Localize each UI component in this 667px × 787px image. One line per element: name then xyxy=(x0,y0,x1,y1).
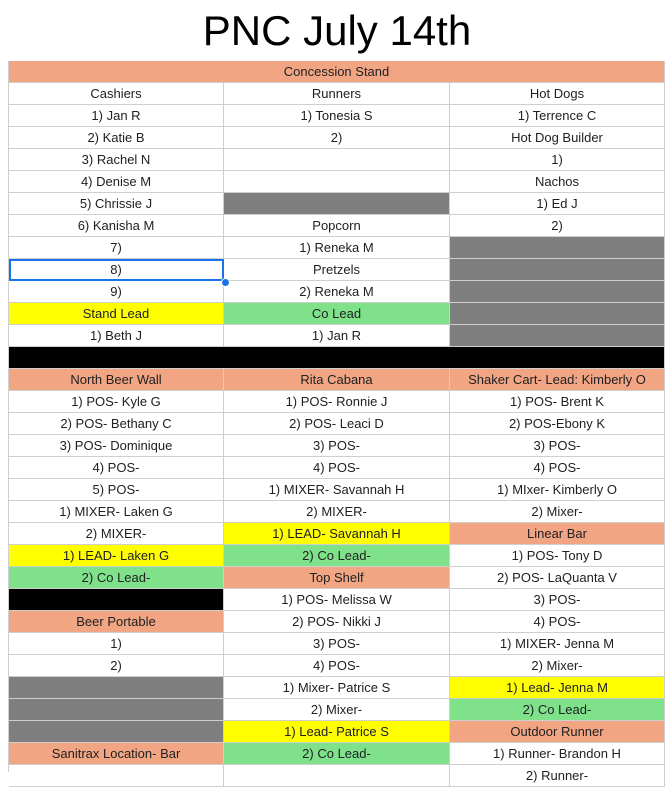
grid-cell[interactable]: 2) Co Lead- xyxy=(224,545,450,567)
grid-cell[interactable]: 1) Mixer- Patrice S xyxy=(224,677,450,699)
grid-cell[interactable]: 3) POS- xyxy=(224,633,450,655)
table-row xyxy=(9,61,665,83)
grid-cell[interactable]: 4) POS- xyxy=(224,457,450,479)
grid-cell[interactable]: 2) Mixer- xyxy=(450,655,665,677)
grid-cell[interactable]: 1) POS- Melissa W xyxy=(224,589,450,611)
table-row xyxy=(9,171,665,193)
table-row xyxy=(9,545,665,567)
grid-cell[interactable]: Runners xyxy=(224,83,450,105)
grid-cell[interactable]: Cashiers xyxy=(9,83,224,105)
grid-cell[interactable]: 4) POS- xyxy=(224,655,450,677)
grid-cell[interactable]: Sanitrax Location- Bar xyxy=(9,743,224,765)
grid-cell[interactable]: 3) POS- xyxy=(450,435,665,457)
grid-cell[interactable]: Outdoor Runner xyxy=(450,721,665,743)
table-row xyxy=(9,259,665,281)
grid-cell[interactable]: 3) POS- xyxy=(224,435,450,457)
grid-cell[interactable]: 1) xyxy=(9,633,224,655)
grid-cell[interactable]: 2) xyxy=(9,655,224,677)
grid-cell[interactable]: Hot Dog Builder xyxy=(450,127,665,149)
grid-cell[interactable]: 4) POS- xyxy=(450,611,665,633)
grid-cell[interactable]: 1) MIxer- Kimberly O xyxy=(450,479,665,501)
grid-cell[interactable] xyxy=(450,325,665,347)
grid-cell[interactable]: 1) MIXER- Laken G xyxy=(9,501,224,523)
grid-cell[interactable] xyxy=(450,303,665,325)
grid-cell[interactable]: 2) Reneka M xyxy=(224,281,450,303)
grid-cell[interactable]: Popcorn xyxy=(224,215,450,237)
table-row xyxy=(9,413,665,435)
grid-cell[interactable]: 1) LEAD- Laken G xyxy=(9,545,224,567)
grid-cell[interactable]: 5) POS- xyxy=(9,479,224,501)
grid-cell[interactable]: 1) POS- Ronnie J xyxy=(224,391,450,413)
grid-cell[interactable]: Co Lead xyxy=(224,303,450,325)
grid-cell[interactable]: 1) POS- Tony D xyxy=(450,545,665,567)
grid-cell[interactable]: 2) Co Lead- xyxy=(224,743,450,765)
table-row xyxy=(9,677,665,699)
table-row xyxy=(9,215,665,237)
sheet-title[interactable]: PNC July 14th xyxy=(9,0,665,62)
grid-cell[interactable]: 8) xyxy=(9,259,224,281)
table-row xyxy=(9,325,665,347)
grid-cell[interactable]: 1) LEAD- Savannah H xyxy=(224,523,450,545)
grid-cell[interactable]: 1) Ed J xyxy=(450,193,665,215)
table-row xyxy=(9,347,665,369)
grid-cell[interactable]: 5) Chrissie J xyxy=(9,193,224,215)
grid-cell[interactable]: 1) POS- Brent K xyxy=(450,391,665,413)
grid-cell[interactable]: 1) Runner- Brandon H xyxy=(450,743,665,765)
grid-cell[interactable]: 2) Runner- xyxy=(450,765,665,787)
grid-cell[interactable] xyxy=(9,765,224,787)
grid-cell[interactable] xyxy=(224,171,450,193)
grid-cell[interactable]: 1) Beth J xyxy=(9,325,224,347)
table-row xyxy=(9,765,665,787)
grid-cell[interactable]: 7) xyxy=(9,237,224,259)
grid-cell[interactable]: 2) Mixer- xyxy=(450,501,665,523)
grid-cell[interactable]: 1) xyxy=(450,149,665,171)
grid-cell[interactable]: Pretzels xyxy=(224,259,450,281)
grid-cell[interactable]: Rita Cabana xyxy=(224,369,450,391)
grid-cell[interactable]: 1) POS- Kyle G xyxy=(9,391,224,413)
table-row xyxy=(9,589,665,611)
grid-cell[interactable] xyxy=(450,281,665,303)
grid-cell[interactable]: 3) Rachel N xyxy=(9,149,224,171)
grid-cell[interactable] xyxy=(9,589,224,611)
table-row xyxy=(9,105,665,127)
grid-cell[interactable]: 6) Kanisha M xyxy=(9,215,224,237)
table-row xyxy=(9,611,665,633)
table-row xyxy=(9,633,665,655)
table-row xyxy=(9,699,665,721)
table-row xyxy=(9,237,665,259)
section-header-cell[interactable] xyxy=(9,347,665,369)
grid-cell[interactable]: 2) POS- Bethany C xyxy=(9,413,224,435)
grid-cell[interactable] xyxy=(450,259,665,281)
grid-cell[interactable]: 2) Katie B xyxy=(9,127,224,149)
grid-cell[interactable] xyxy=(224,193,450,215)
grid-cell[interactable] xyxy=(9,721,224,743)
grid-cell[interactable]: 2) POS- Leaci D xyxy=(224,413,450,435)
table-row xyxy=(9,83,665,105)
table-row xyxy=(9,369,665,391)
grid-cell[interactable]: 4) POS- xyxy=(450,457,665,479)
table-row xyxy=(9,281,665,303)
section-header-cell[interactable]: Concession Stand xyxy=(9,61,665,83)
grid-cell[interactable]: Beer Portable xyxy=(9,611,224,633)
table-row xyxy=(9,457,665,479)
table-row xyxy=(9,435,665,457)
grid-cell[interactable] xyxy=(224,149,450,171)
table-row xyxy=(9,523,665,545)
grid-cell[interactable]: 2) POS- LaQuanta V xyxy=(450,567,665,589)
grid-cell[interactable]: 1) Lead- Jenna M xyxy=(450,677,665,699)
grid-cell[interactable]: 2) xyxy=(450,215,665,237)
table-row xyxy=(9,567,665,589)
grid-cell[interactable]: 2) POS- Nikki J xyxy=(224,611,450,633)
grid-cell[interactable]: 4) POS- xyxy=(9,457,224,479)
grid-cell[interactable]: 1) Terrence C xyxy=(450,105,665,127)
grid-cell[interactable]: Nachos xyxy=(450,171,665,193)
grid-cell[interactable]: 1) Jan R xyxy=(224,325,450,347)
table-row xyxy=(9,391,665,413)
grid-cell[interactable]: 4) Denise M xyxy=(9,171,224,193)
grid-cell[interactable]: 2) POS-Ebony K xyxy=(450,413,665,435)
grid-cell[interactable]: Linear Bar xyxy=(450,523,665,545)
table-row xyxy=(9,655,665,677)
grid-cell[interactable]: 1) MIXER- Savannah H xyxy=(224,479,450,501)
table-row xyxy=(9,743,665,765)
grid-cell[interactable]: 1) Lead- Patrice S xyxy=(224,721,450,743)
grid-cell[interactable] xyxy=(450,237,665,259)
table-row xyxy=(9,149,665,171)
grid-cell[interactable]: 2) MIXER- xyxy=(9,523,224,545)
selection-fill-handle[interactable] xyxy=(221,278,230,287)
grid-cell[interactable]: 1) Tonesia S xyxy=(224,105,450,127)
table-row xyxy=(9,193,665,215)
grid-cell[interactable]: 1) MIXER- Jenna M xyxy=(450,633,665,655)
row-gutter xyxy=(0,61,9,772)
grid-cell[interactable] xyxy=(9,677,224,699)
grid-cell[interactable]: 2) Co Lead- xyxy=(9,567,224,589)
grid-cell[interactable]: Shaker Cart- Lead: Kimberly O xyxy=(450,369,665,391)
table-row xyxy=(9,501,665,523)
grid-cell[interactable]: Hot Dogs xyxy=(450,83,665,105)
grid-cell[interactable]: North Beer Wall xyxy=(9,369,224,391)
table-row xyxy=(9,479,665,501)
table-row xyxy=(9,303,665,325)
grid-cell[interactable] xyxy=(224,765,450,787)
grid-cell[interactable]: 2) Co Lead- xyxy=(450,699,665,721)
grid-cell[interactable]: 1) Jan R xyxy=(9,105,224,127)
grid-cell[interactable]: 3) POS- xyxy=(450,589,665,611)
grid-cell[interactable] xyxy=(9,699,224,721)
grid-cell[interactable]: 2) Mixer- xyxy=(224,699,450,721)
grid-cell[interactable]: 9) xyxy=(9,281,224,303)
grid-cell[interactable]: 1) Reneka M xyxy=(224,237,450,259)
grid-cell[interactable]: 2) MIXER- xyxy=(224,501,450,523)
table-row xyxy=(9,127,665,149)
grid-cell[interactable]: 3) POS- Dominique xyxy=(9,435,224,457)
table-row xyxy=(9,721,665,743)
grid-cell[interactable]: Stand Lead xyxy=(9,303,224,325)
grid-cell[interactable]: 2) xyxy=(224,127,450,149)
grid-cell[interactable]: Top Shelf xyxy=(224,567,450,589)
